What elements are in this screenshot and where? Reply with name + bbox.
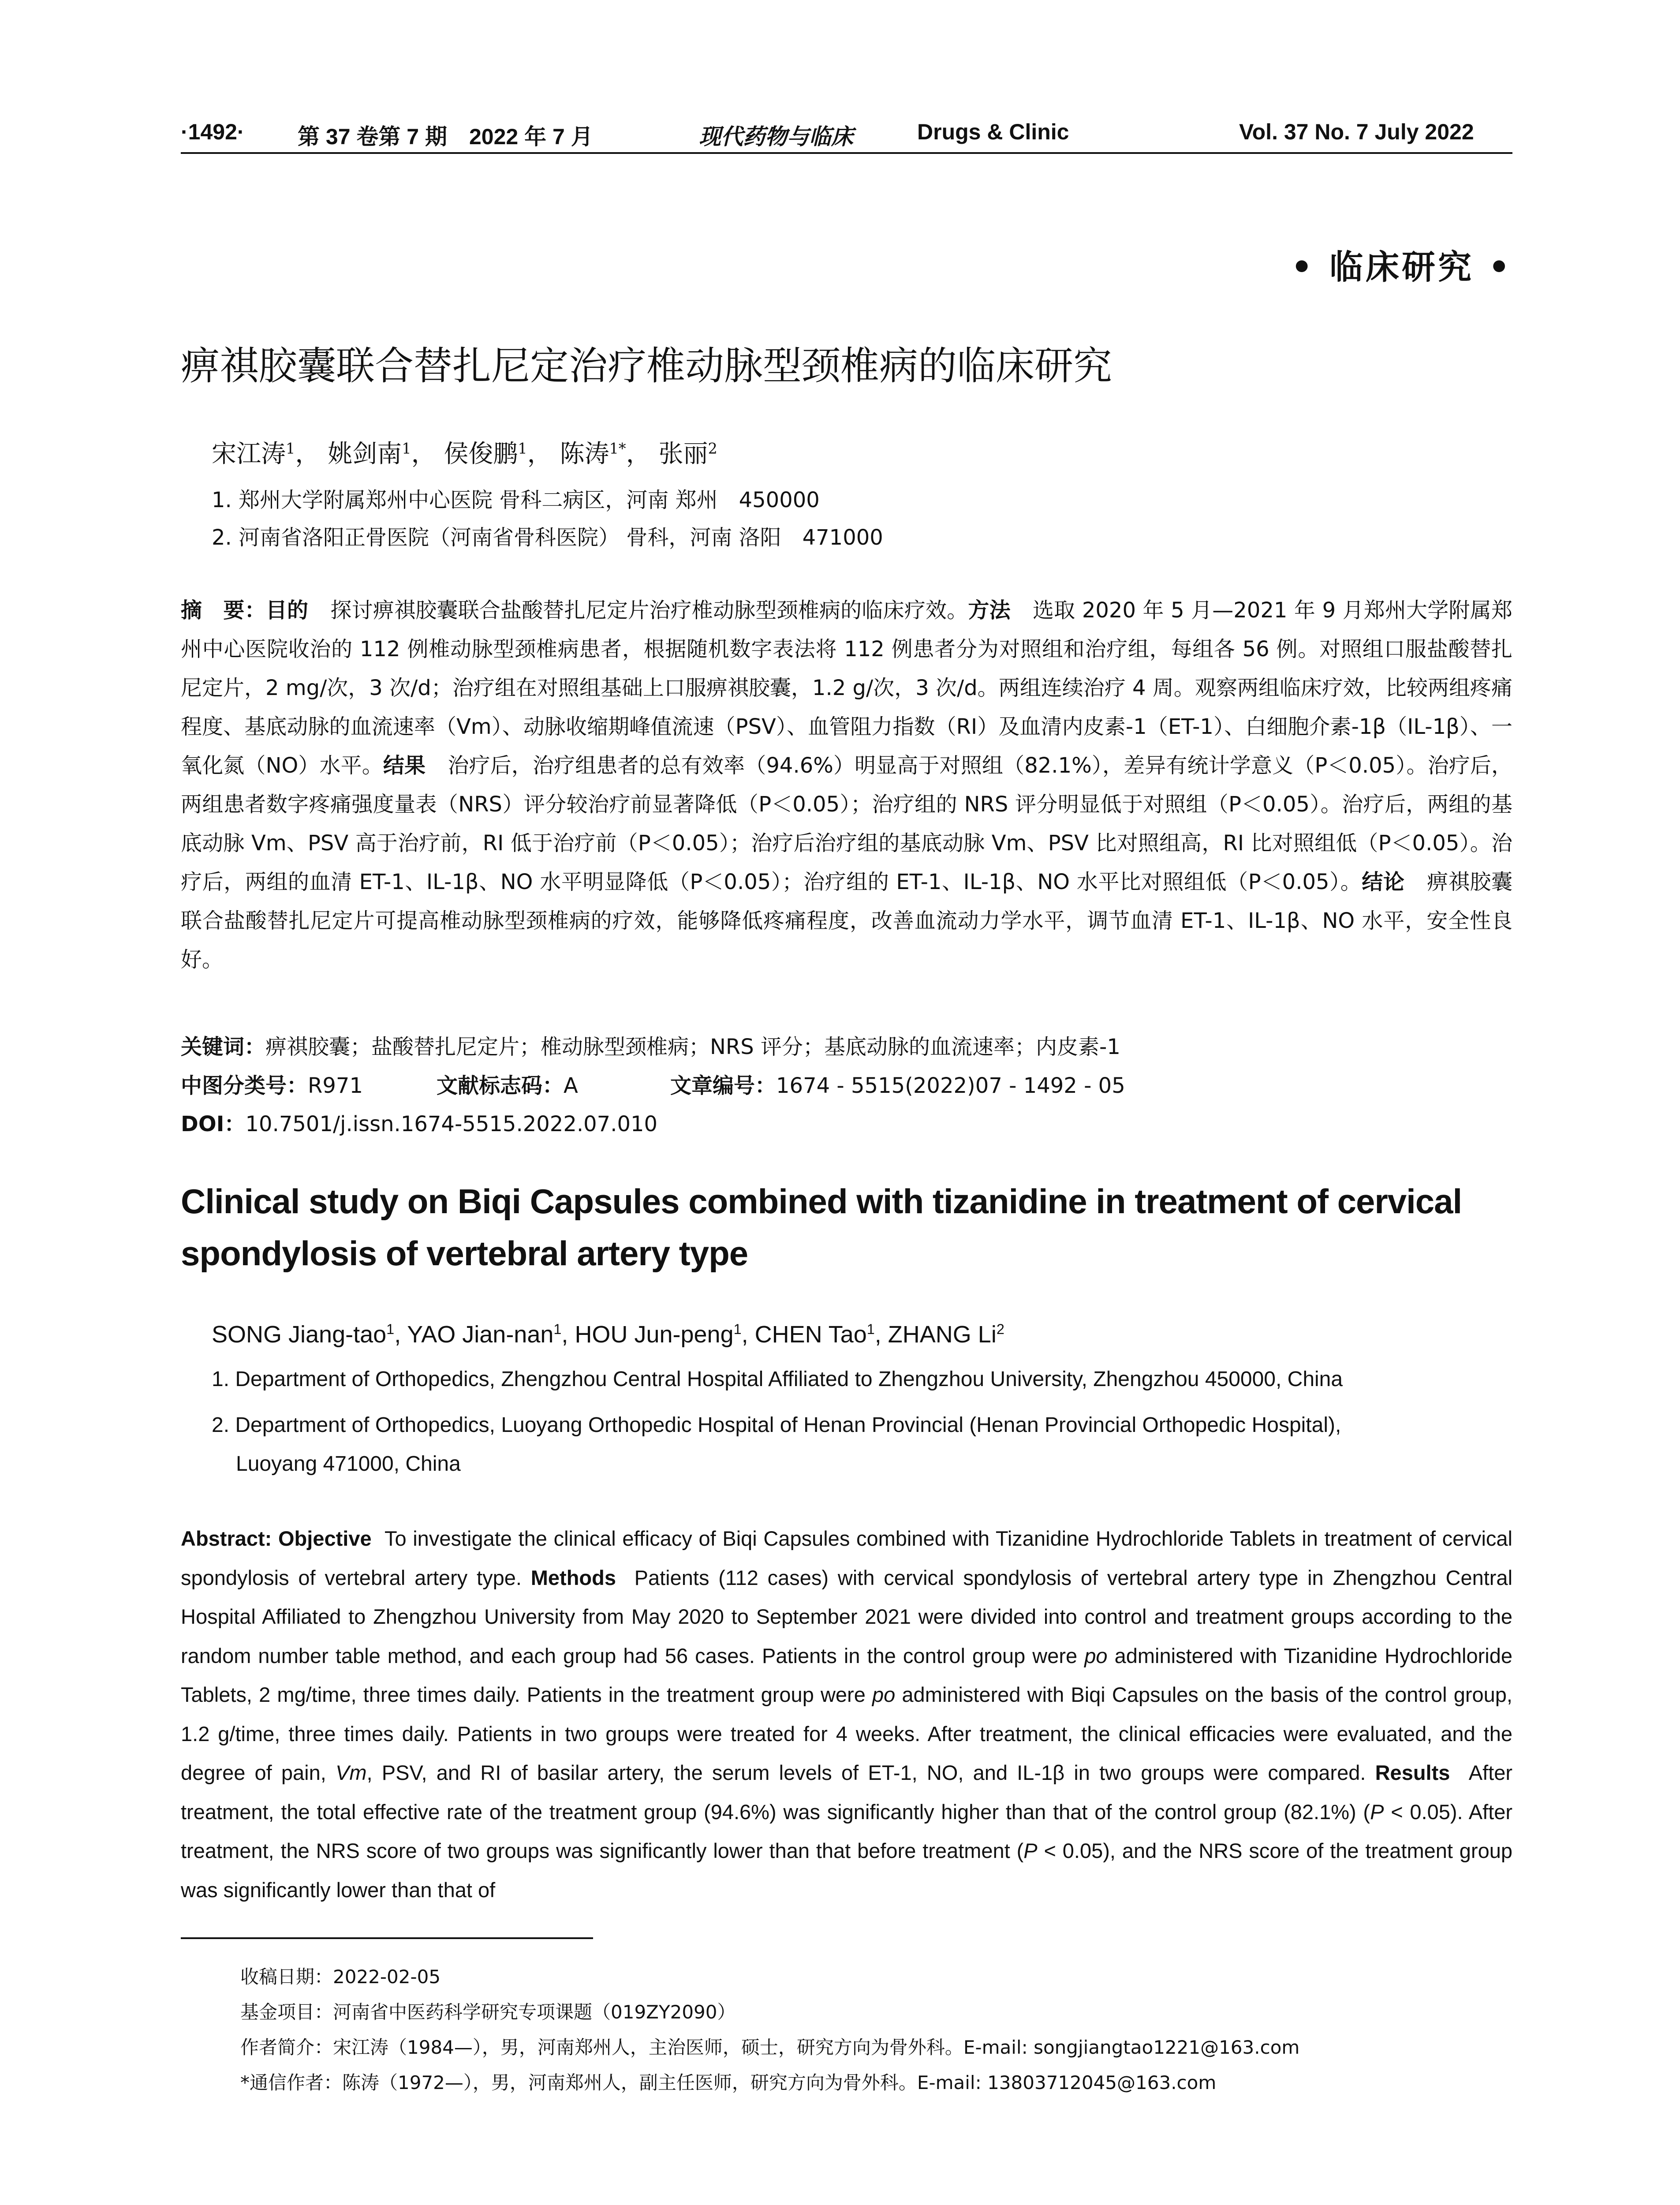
author-name: 姚剑南 bbox=[328, 440, 402, 468]
abstract-cn bbox=[181, 591, 1512, 979]
author-affiliation-mark: 1 bbox=[866, 1321, 875, 1337]
author-affiliation-mark: 1 bbox=[553, 1321, 562, 1337]
affiliation-en bbox=[212, 1406, 1512, 1484]
p-symbol: P bbox=[1370, 1800, 1384, 1824]
methods-text: administered with Biqi Capsules on the basis of the control group, 1.2 g/time, three times daily. Patients in two groups were treated for 4 weeks. After treatment, the clinical efficacies were evaluated, and the degree of pain, bbox=[181, 1683, 1512, 1784]
keywords bbox=[181, 1030, 1120, 1060]
author-name: YAO Jian-nan bbox=[407, 1321, 554, 1348]
received-label: 收稿日期： bbox=[240, 1966, 333, 1988]
author-affiliation-mark: 2 bbox=[996, 1321, 1004, 1337]
corresponding-text: 陈涛（1972—），男，河南郑州人，副主任医师，研究方向为骨外科。E-mail: 13803712045@163.com bbox=[342, 2072, 1217, 2093]
affiliation-en: 1. Department of Orthopedics, Zhengzhou Central Hospital Affiliated to Zhengzhou University, Zhengzhou 450000, China bbox=[212, 1368, 1343, 1391]
doi-line bbox=[181, 1107, 657, 1137]
methods-label: 方法 bbox=[968, 598, 1011, 623]
author-affiliation-mark: 1 bbox=[402, 440, 411, 457]
affiliation-en-line: 2. Department of Orthopedics, Luoyang Orthopedic Hospital of Henan Provincial (Henan Provincial Orthopedic Hospital), bbox=[212, 1413, 1341, 1437]
author-name: HOU Jun-peng bbox=[575, 1321, 734, 1348]
affiliation-en-line: Luoyang 471000, China bbox=[236, 1452, 461, 1476]
doc-code-value: A bbox=[564, 1073, 578, 1098]
keywords-label: 关键词： bbox=[181, 1035, 266, 1059]
conclusion-text: 痹祺胶囊联合盐酸替扎尼定片可提高椎动脉型颈椎病的疗效，能够降低疼痛程度，改善血流动力学水平，调节血清 ET-1、IL-1β、NO 水平，安全性良好。 bbox=[181, 870, 1512, 972]
author-list-cn: 宋江涛$^1$， 姚剑南$^1$， 侯俊鹏$^1$， 陈涛$^{1*}$， 张丽$^2$ bbox=[212, 440, 717, 468]
vm-symbol: Vm bbox=[336, 1761, 367, 1784]
author-affiliation-mark: 1 bbox=[286, 440, 295, 457]
results-label: Results bbox=[1375, 1761, 1450, 1784]
methods-label: Methods bbox=[530, 1566, 616, 1589]
clc-label: 中图分类号： bbox=[181, 1073, 308, 1098]
doc-code-label: 文献标志码： bbox=[437, 1073, 564, 1098]
affiliation-cn: 2. 河南省洛阳正骨医院（河南省骨科医院） 骨科，河南 洛阳 471000 bbox=[212, 525, 883, 550]
results-text: After treatment, the total effective rate of the treatment group (94.6%) was significantly higher than that of the control group (82.1%) ( bbox=[181, 1761, 1513, 1824]
author-affiliation-mark: 1 bbox=[518, 440, 527, 457]
fund-label: 基金项目： bbox=[240, 2001, 333, 2023]
methods-text: Patients (112 cases) with cervical spondylosis of vertebral artery type in Zhengzhou Central Hospital Affiliated to Zhengzhou University from May 2020 to September 2021 were divided into control and treatment groups according to the random number table method, and each group had 56 cases. Patients in the control group were bbox=[181, 1566, 1513, 1667]
author-bio-label: 作者简介： bbox=[240, 2037, 333, 2058]
author-name: CHEN Tao bbox=[754, 1321, 867, 1348]
corresponding-label: *通信作者： bbox=[240, 2072, 343, 2093]
article-title-cn: 痹祺胶囊联合替扎尼定治疗椎动脉型颈椎病的临床研究 bbox=[181, 343, 1113, 389]
author-list-en: SONG Jiang-tao$^1$, YAO Jian-nan$^1$, HOU Jun-peng$^1$, CHEN Tao$^1$, ZHANG Li$^2$ bbox=[212, 1321, 1004, 1348]
journal-name-en: Drugs & Clinic bbox=[917, 120, 1069, 144]
doi-value[interactable]: 10.7501/j.issn.1674-5515.2022.07.010 bbox=[245, 1112, 658, 1136]
page-number: ·1492· bbox=[181, 120, 245, 144]
route-abbrev: po bbox=[1084, 1644, 1108, 1667]
results-text: < 0.05), and the NRS score of the treatment group was significantly lower than that of bbox=[181, 1839, 1512, 1902]
route-abbrev: po bbox=[872, 1683, 896, 1706]
affiliation-cn: 1. 郑州大学附属郑州中心医院 骨科二病区，河南 郑州 450000 bbox=[212, 488, 820, 512]
footnote-fund bbox=[240, 1998, 736, 2024]
results-text: < 0.05). After treatment, the NRS score of two groups was significantly lower than that before treatment ( bbox=[181, 1800, 1513, 1862]
fund-text: 河南省中医药科学研究专项课题（019ZY2090） bbox=[333, 2001, 736, 2023]
author-name: 陈涛 bbox=[560, 440, 609, 468]
objective-label: Objective bbox=[278, 1527, 372, 1550]
keywords-text: 痹祺胶囊；盐酸替扎尼定片；椎动脉型颈椎病；NRS 评分；基底动脉的血流速率；内皮素-1 bbox=[265, 1035, 1120, 1059]
footnote-corresponding bbox=[240, 2068, 1216, 2095]
author-name: 张丽 bbox=[658, 440, 708, 468]
received-date: 2022-02-05 bbox=[333, 1966, 441, 1988]
author-bio-text: 宋江涛（1984—），男，河南郑州人，主治医师，硕士，研究方向为骨外科。E-mail: songjiangtao1221@163.com bbox=[333, 2037, 1300, 2058]
article-number-value: 1674 - 5515(2022)07 - 1492 - 05 bbox=[776, 1073, 1125, 1098]
methods-text: 选取 2020 年 5 月—2021 年 9 月郑州大学附属郑州中心医院收治的 112 例椎动脉型颈椎病患者，根据随机数字表法将 112 例患者分为对照组和治疗组，每组各 56 例。对照组口服盐酸替扎尼定片，2 mg/次，3 次/d；治疗组在对照组基础上口服痹祺胶囊，1.2 g/次，3 次/d。两组连续治疗 4 周。观察两组临床疗效，比较两组疼痛程度、基底动脉的血流速率（Vm）、动脉收缩期峰值流速（PSV）、血管阻力指数（RI）及血清内皮素-1（ET-1）、白细胞介素-1β（IL-1β）、一氧化氮（NO）水平。 bbox=[181, 598, 1512, 778]
abstract-label: 摘 要： bbox=[181, 598, 266, 623]
author-name: ZHANG Li bbox=[888, 1321, 997, 1348]
abstract-en bbox=[181, 1519, 1512, 1910]
objective-label: 目的 bbox=[265, 598, 309, 623]
footnote-rule bbox=[181, 1937, 593, 1939]
author-name: 宋江涛 bbox=[212, 440, 286, 468]
volume-issue-en: Vol. 37 No. 7 July 2022 bbox=[1239, 120, 1474, 144]
volume-issue-cn: 第 37 卷第 7 期 2022 年 7 月 bbox=[298, 124, 593, 149]
methods-text: , PSV, and RI of basilar artery, the serum levels of ET-1, NO, and IL-1β in two groups were compared. bbox=[366, 1761, 1366, 1784]
author-affiliation-mark: 2 bbox=[708, 440, 717, 457]
objective-text: 探讨痹祺胶囊联合盐酸替扎尼定片治疗椎动脉型颈椎病的临床疗效。 bbox=[330, 598, 968, 623]
footnote-author bbox=[240, 2033, 1299, 2059]
results-label: 结果 bbox=[383, 753, 426, 778]
doi-label: DOI： bbox=[181, 1112, 246, 1136]
methods-text: administered with Tizanidine Hydrochloride Tablets, 2 mg/time, three times daily. Patients in the treatment group were bbox=[181, 1644, 1513, 1706]
clc-value: R971 bbox=[308, 1073, 363, 1098]
author-affiliation-mark: 1 bbox=[386, 1321, 395, 1337]
classification-line bbox=[181, 1069, 1125, 1099]
objective-text: To investigate the clinical efficacy of Biqi Capsules combined with Tizanidine Hydrochloride Tablets in treatment of cervical spondylosis of vertebral artery type. bbox=[181, 1527, 1512, 1589]
section-tag: • 临床研究 • bbox=[1291, 247, 1512, 287]
footnote-received bbox=[240, 1962, 441, 1989]
author-name: SONG Jiang-tao bbox=[212, 1321, 387, 1348]
header-rule bbox=[181, 152, 1512, 154]
author-affiliation-mark: 1 bbox=[733, 1321, 742, 1337]
article-number-label: 文章编号： bbox=[670, 1073, 777, 1098]
author-name: 侯俊鹏 bbox=[444, 440, 518, 468]
journal-name-cn: 现代药物与临床 bbox=[699, 123, 853, 149]
conclusion-label: 结论 bbox=[1362, 870, 1405, 894]
abstract-label: Abstract: bbox=[181, 1527, 272, 1550]
p-symbol: P bbox=[1023, 1839, 1038, 1862]
author-affiliation-mark: 1* bbox=[609, 440, 626, 457]
article-title-en: Clinical study on Biqi Capsules combined with tizanidine in treatment of cervical spondylosis of vertebral artery type bbox=[181, 1182, 1462, 1273]
results-text: 治疗后，治疗组患者的总有效率（94.6%）明显高于对照组（82.1%），差异有统计学意义（P＜0.05）。治疗后，两组患者数字疼痛强度量表（NRS）评分较治疗前显著降低（P＜0.05）；治疗组的 NRS 评分明显低于对照组（P＜0.05）。治疗后，两组的基底动脉 Vm、PSV 高于治疗前，RI 低于治疗前（P＜0.05）；治疗后治疗组的基底动脉 Vm、PSV 比对照组高，RI 比对照组低（P＜0.05）。治疗后，两组的血清 ET-1、IL-1β、NO 水平明显降低（P＜0.05）；治疗组的 ET-1、IL-1β、NO 水平比对照组低（P＜0.05）。 bbox=[181, 753, 1512, 894]
